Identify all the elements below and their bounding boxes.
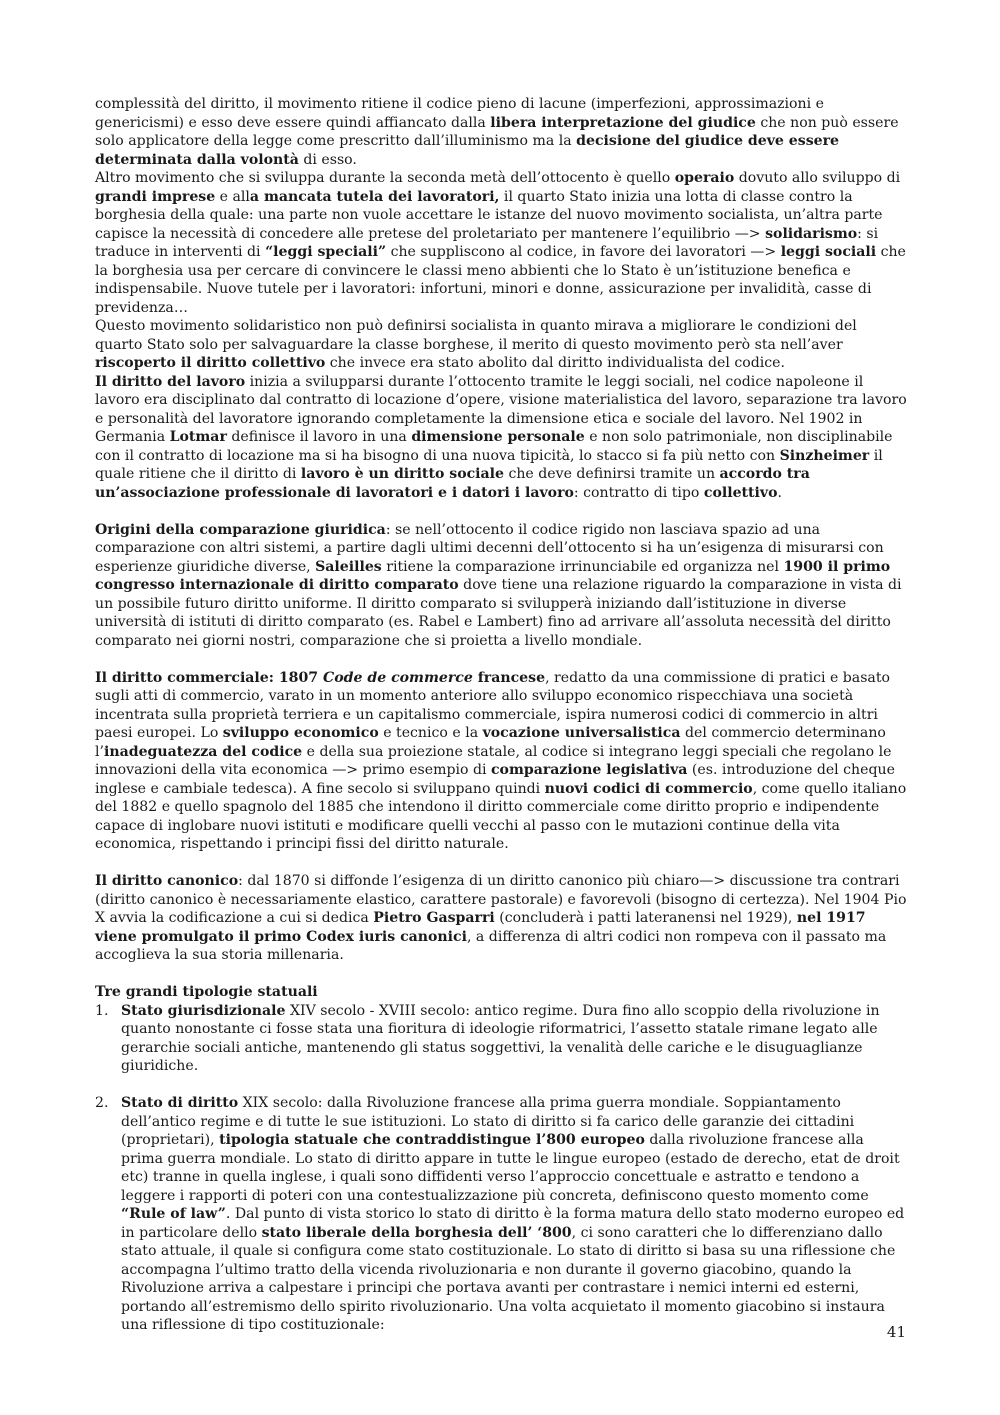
paragraph xyxy=(95,169,907,317)
text-run: : dal 1870 si diffonde l’esigenza di un diritto canonico più chiaro—> discussione tra contrari (diritto canonico è necessariamente elastico, carattere pastorale) e favorevoli (bisogno di certezza). Nel 1904 Pio X avvia la codificazione a cui si dedica xyxy=(95,873,907,926)
bold-text: grandi imprese xyxy=(95,188,216,205)
bold-text: decisione del giudice deve essere determinata dalla volontà xyxy=(95,133,839,168)
text-run: : si traduce in interventi di xyxy=(95,225,879,260)
paragraph xyxy=(95,317,907,373)
bold-text: vocazione universalistica xyxy=(482,725,681,741)
text-run: che la borghesia usa per cercare di convincere le classi meno abbienti che lo Stato è un’istituzione benefica e indispensabile. Nuove tutele per i lavoratori: infortuni, minori e donne, assicurazione per invalidità, casse di previdenza… xyxy=(95,244,906,316)
paragraph xyxy=(95,872,907,965)
bold-text: a mancata tutela dei lavoratori, xyxy=(249,188,500,205)
paragraph-spacer xyxy=(95,502,907,521)
text-run: di esso. xyxy=(298,151,357,168)
text-run: : se nell’ottocento il codice rigido non lasciava spazio ad una comparazione con altri sistemi, a partire dagli ultimi decenni dell’ottocento si ha un’esigenza di misurarsi con esperienze giuridiche diverse, xyxy=(95,521,884,575)
text-run: . Dal punto di vista storico lo stato di diritto è la forma matura dello stato moderno europeo ed in particolare dello xyxy=(121,1206,905,1241)
text-run: che non può essere solo applicatore della legge come prescritto dall’illuminismo ma la xyxy=(95,114,899,149)
text-run: definisce il lavoro in una xyxy=(226,429,412,445)
text-run: il quarto Stato inizia una lotta di classe contro la borghesia della quale: una parte non vuole accettare le istanze del nuovo movimento socialista, un’altra parte capisce la necessità di concedere alle pretese del proletariato per mantenere l’equilibrio —> xyxy=(95,188,883,242)
list-number: 1. xyxy=(95,1002,109,1019)
paragraph-spacer xyxy=(95,854,907,873)
bold-text: lavoro è un diritto sociale xyxy=(300,466,504,482)
bold-text: nel 1917 viene promulgato il primo Codex iuris canonici xyxy=(95,910,866,945)
bold-text: riscoperto il diritto collettivo xyxy=(95,355,326,371)
bold-text: inadeguatezza del codice xyxy=(104,743,303,760)
bold-text: Code de commerce xyxy=(323,669,473,686)
text-run: , ci sono caratteri che lo differenziano dallo stato attuale, il quale si configura come stato costituzionale. Lo stato di diritto si basa su una riflessione che accompagna l’ultimo tratto della vicenda rivoluzionaria e non durante il governo giacobino, quando la Rivoluzione arriva a calpestare i principi che portava avanti per contrastare i nemici interni ed esterni, portando all’estremismo dello spirito rivoluzionario. Una volta acquietato il momento giacobino si instaura una riflessione di tipo costituzionale: xyxy=(121,1224,896,1333)
text-run: e tecnico e la xyxy=(378,725,483,741)
bold-text: Lotmar xyxy=(169,429,227,445)
page-number: 41 xyxy=(886,1323,906,1341)
numbered-list xyxy=(95,1002,907,1076)
bold-text: “Rule of law” xyxy=(121,1206,226,1222)
paragraph xyxy=(95,373,907,503)
text-run: : contratto di tipo xyxy=(573,484,704,501)
text-run: , redatto da una commissione di pratici e basato sugli atti di commercio, varato in un momento anteriore allo sviluppo economico rispecchiava una società incentrata sulla proprietà terriera e un capitalismo commerciale, ispira numerosi codici di commercio in altri paesi europei. Lo xyxy=(95,669,890,741)
text-run: inizia a svilupparsi durante l’ottocento tramite le leggi sociali, nel codice napoleone il lavoro era disciplinato dal contratto di locazione d’opere, visione materialistica del lavoro, separazione tra lavoro e personalità del lavoratore ignorando completamente la dimensione etica e sociale del lavoro. Nel 1902 in Germania xyxy=(95,373,907,445)
text-run: il quale ritiene che il diritto di xyxy=(95,447,883,482)
text-run: . xyxy=(777,484,782,501)
bold-text: libera interpretazione del giudice xyxy=(490,114,756,131)
bold-text: Stato di diritto xyxy=(121,1095,239,1111)
bold-text: Il diritto del lavoro xyxy=(95,373,246,390)
document-body xyxy=(95,95,907,1335)
text-run: che invece era stato abolito dal diritto individualista del codice. xyxy=(325,355,785,371)
bold-text: Saleilles xyxy=(315,558,382,575)
paragraph xyxy=(95,983,907,1002)
bold-text: Il diritto commerciale: 1807 xyxy=(95,669,323,686)
list-item xyxy=(95,1094,907,1335)
paragraph xyxy=(95,669,907,854)
paragraph-spacer xyxy=(95,650,907,669)
text-run: che suppliscono al codice, in favore dei lavoratori —> xyxy=(386,244,781,260)
list-item xyxy=(95,1002,907,1076)
text-run: e non solo patrimoniale, non disciplinabile con il contratto di locazione ma si ha bisogno di una nuova tipicità, lo stacco si fa più netto con xyxy=(95,429,893,464)
bold-text: Sinzheimer xyxy=(779,447,870,464)
text-run: e all xyxy=(215,188,250,205)
bold-text: sviluppo economico xyxy=(222,725,379,741)
paragraph xyxy=(95,521,907,651)
bold-text: francese xyxy=(472,669,546,686)
text-run: ritiene la comparazione irrinunciabile ed organizza nel xyxy=(381,558,784,575)
text-run: che deve definirsi tramite un xyxy=(503,466,720,482)
bold-text: Origini della comparazione giuridica xyxy=(95,521,386,538)
bold-text: Pietro Gasparri xyxy=(373,910,495,926)
bold-text: “leggi speciali” xyxy=(265,244,387,260)
list-number: 2. xyxy=(95,1095,109,1111)
text-run: XIV secolo - XVIII secolo: antico regime. Dura fino allo scoppio della rivoluzione in quanto nonostante ci fosse stata una fioritura di ideologie riformatrici, l’assetto statale rimane legato alle gerarchie sociali antiche, mantenendo gli status soggettivi, la venalità delle cariche e le disuguaglianze giuridiche. xyxy=(121,1002,880,1074)
bold-text: collettivo xyxy=(703,484,778,501)
bold-text: tipologia statuale che contraddistingue l’800 europeo xyxy=(219,1132,645,1148)
text-run: (es. introduzione del cheque inglese e cambiale tedesca). A fine secolo si sviluppano quindi xyxy=(95,762,895,797)
text-run: (concluderà i patti lateranensi nel 1929), xyxy=(494,910,797,926)
bold-text: 1900 il primo congresso internazionale di diritto comparato xyxy=(95,558,891,593)
bold-text: Stato giurisdizionale xyxy=(121,1002,286,1019)
text-run: dovuto allo sviluppo di xyxy=(734,170,901,186)
bold-text: accordo tra un’associazione professionale di lavoratori e i datori i lavoro xyxy=(95,466,810,501)
text-run: Altro movimento che si sviluppa durante la seconda metà dell’ottocento è quello xyxy=(95,170,675,186)
text-run: complessità del diritto, il movimento ritiene il codice pieno di lacune (imperfezioni, approssimazioni e genericismi) e esso deve essere quindi affiancato dalla xyxy=(95,96,824,131)
paragraph xyxy=(95,95,907,169)
numbered-list xyxy=(95,1094,907,1335)
bold-text: comparazione legislativa xyxy=(490,762,688,778)
bold-text: operaio xyxy=(674,170,735,186)
bold-text: leggi sociali xyxy=(780,244,877,260)
text-run: dove tiene una relazione riguardo la comparazione in vista di un possibile futuro diritto uniforme. Il diritto comparato si svilupperà iniziando dall’istituzione in diverse università di istituti di diritto comparato (es. Rabel e Lambert) fino ad arrivare all’assoluta necessità del diritto comparato nei giorni nostri, comparazione che si proietta a livello mondiale. xyxy=(95,577,902,649)
bold-text: stato liberale della borghesia dell’ ‘800 xyxy=(261,1224,572,1241)
bold-text: dimensione personale xyxy=(411,429,585,445)
bold-text: nuovi codici di commercio xyxy=(544,780,753,797)
text-run: XIX secolo: dalla Rivoluzione francese alla prima guerra mondiale. Soppiantamento dell’antico regime e di tutte le sue istituzioni. Lo stato di diritto si fa carico delle garanzie dei cittadini (proprietari), xyxy=(121,1095,855,1148)
text-run: Questo movimento solidaristico non può definirsi socialista in quanto mirava a migliorare le condizioni del quarto Stato solo per salvaguardare la classe borghese, il merito di questo movimento però sta nell’aver xyxy=(95,318,857,353)
text-run: del commercio determinano l’ xyxy=(95,725,886,760)
paragraph-spacer xyxy=(95,1076,907,1095)
text-run: , a differenza di altri codici non rompeva con il passato ma accoglieva la sua storia millenaria. xyxy=(95,928,887,963)
bold-text: solidarismo xyxy=(765,225,858,242)
text-run: , come quello italiano del 1882 e quello spagnolo del 1885 che intendono il diritto commerciale come diritto proprio e indipendente capace di inglobare nuovi istituti e modificare quelli vecchi al passo con le mutazioni continue della vita economica, rispettando i principi fissi del diritto naturale. xyxy=(95,780,907,852)
bold-text: Il diritto canonico xyxy=(95,873,239,889)
bold-text: Tre grandi tipologie statuali xyxy=(95,984,318,1000)
text-run: e della sua proiezione statale, al codice si integrano leggi speciali che regolano le innovazioni della vita economica —> primo esempio di xyxy=(95,743,892,778)
text-run: dalla rivoluzione francese alla prima guerra mondiale. Lo stato di diritto appare in tutte le lingue europeo (estado de derecho, etat de droit etc) tranne in quella inglese, i quali sono diffidenti verso l’approccio concettuale e astratto e tendono a leggere i rapporti di poteri con una contestualizzazione più concreta, definiscono questo momento come xyxy=(121,1132,900,1204)
paragraph-spacer xyxy=(95,965,907,984)
